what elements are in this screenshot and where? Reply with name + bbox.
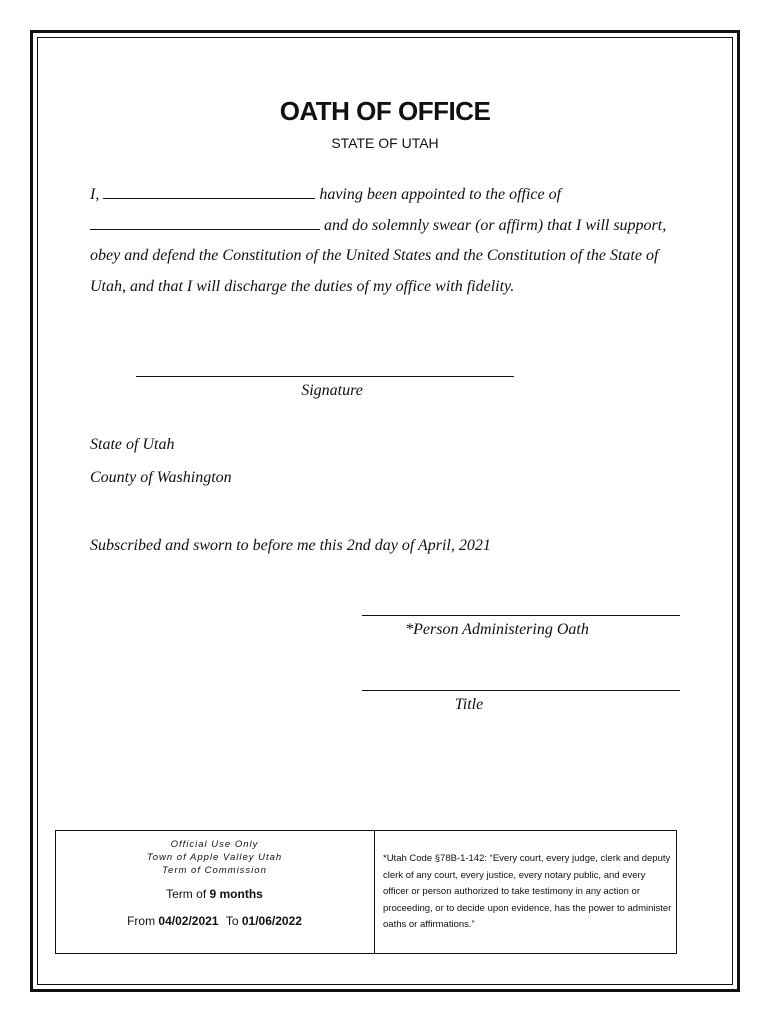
oath-line-1-text: having been appointed to the office of: [319, 186, 562, 203]
county-line: County of Washington: [90, 469, 232, 486]
official-box-divider: [374, 830, 375, 954]
to-label: To: [225, 914, 239, 928]
signature-line[interactable]: [136, 376, 514, 377]
utah-code-note: *Utah Code §78B-1-142: “Every court, every judge, clerk and deputy clerk of any court, every justice, every notary public, and every officer or person authorized to take testimony in any action or proceeding, or to decide upon evidence, has the power to administer oaths or affirmations.”: [383, 853, 672, 931]
from-label: From: [127, 914, 156, 928]
official-heading: Official Use Only: [170, 839, 259, 850]
term-prefix: Term of: [166, 887, 207, 901]
term-value: 9 months: [209, 887, 263, 901]
administering-label: *Person Administering Oath: [405, 621, 589, 638]
from-date: 04/02/2021: [158, 914, 219, 928]
term-line: [55, 887, 374, 901]
subscribed-line: Subscribed and sworn to before me this 2nd day of April, 2021: [90, 537, 491, 554]
oath-line-2-text: and do solemnly swear (or affirm) that I will support,: [324, 217, 667, 234]
oath-line-2: [90, 217, 666, 235]
document-subtitle: STATE OF UTAH: [331, 135, 439, 151]
office-blank[interactable]: [90, 217, 320, 230]
signature-label: Signature: [301, 382, 363, 399]
title-line[interactable]: [362, 690, 680, 691]
name-blank[interactable]: [103, 186, 315, 199]
state-line: State of Utah: [90, 436, 175, 453]
term-heading: Term of Commission: [162, 865, 267, 876]
oath-prefix: I,: [90, 186, 100, 203]
to-date: 01/06/2022: [241, 914, 302, 928]
official-use-cell: [55, 830, 374, 954]
oath-line-3: obey and defend the Constitution of the United States and the Constitution of the State of: [90, 247, 659, 264]
document-title: OATH OF OFFICE: [279, 96, 491, 126]
oath-line-4: Utah, and that I will discharge the duties of my office with fidelity.: [90, 278, 515, 295]
oath-line-1: [90, 186, 561, 204]
title-label: Title: [454, 696, 484, 713]
administering-line[interactable]: [362, 615, 680, 616]
town-name: Town of Apple Valley Utah: [146, 852, 283, 863]
term-dates: [55, 914, 374, 928]
